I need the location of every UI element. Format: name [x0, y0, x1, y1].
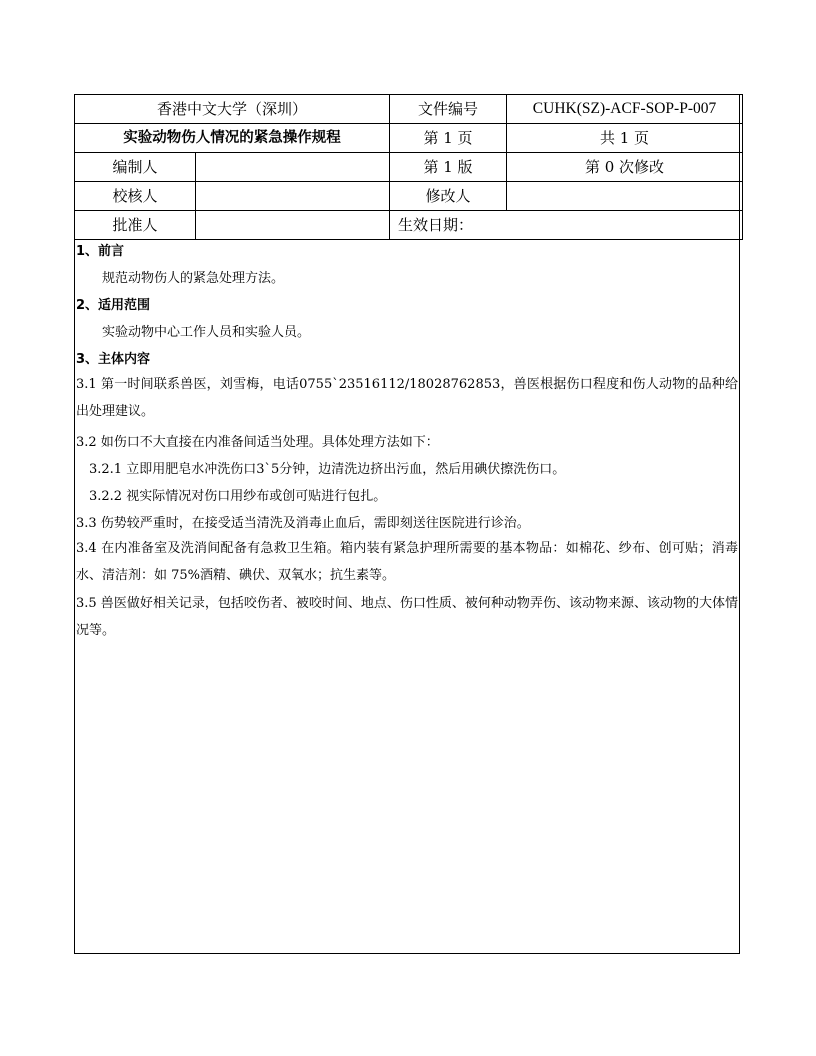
institution-name: 香港中文大学（深圳）: [75, 95, 390, 124]
section-2-text: 实验动物中心工作人员和实验人员。: [102, 325, 311, 340]
total-pages: 共 1 页: [507, 124, 743, 153]
header-row-4: [75, 182, 743, 211]
header-row-1: [75, 95, 743, 124]
modifier-label: 修改人: [390, 182, 507, 211]
paragraph-3-5: 3.5 兽医做好相关记录，包括咬伤者、被咬时间、地点、伤口性质、被何种动物弄伤、该动物来源、该动物的大体情况等。: [76, 596, 738, 638]
editor-value: [196, 153, 390, 182]
revision-label: 第 0 次修改: [507, 153, 743, 182]
header-row-5: [75, 211, 743, 240]
paragraph-3-2: 3.2 如伤口不大直接在内准备间适当处理。具体处理方法如下：: [76, 435, 439, 450]
paragraph-3-4: 3.4 在内准备室及洗消间配备有急救卫生箱。箱内装有紧急护理所需要的基本物品：如棉花、纱布、创可贴；消毒水、清洁剂：如 75%酒精、碘伏、双氧水；抗生素等。: [76, 541, 738, 583]
editor-label: 编制人: [75, 153, 196, 182]
section-2-heading: 2、适用范围: [76, 298, 151, 313]
reviewer-value: [196, 182, 390, 211]
section-3-heading: 3、主体内容: [76, 352, 151, 367]
reviewer-label: 校核人: [75, 182, 196, 211]
paragraph-3-1: 3.1 第一时间联系兽医，刘雪梅，电话0755`23516112/18028762853，兽医根据伤口程度和伤人动物的品种给出处理建议。: [76, 377, 738, 419]
section-1-heading: 1、前言: [76, 244, 125, 259]
paragraph-3-2-2: 3.2.2 视实际情况对伤口用纱布或创可贴进行包扎。: [89, 489, 387, 504]
approver-label: 批准人: [75, 211, 196, 240]
paragraph-3-3: 3.3 伤势较严重时，在接受适当清洗及消毒止血后，需即刻送往医院进行诊治。: [76, 516, 530, 531]
document-title: 实验动物伤人情况的紧急操作规程: [75, 124, 390, 153]
page-number: 第 1 页: [390, 124, 507, 153]
doc-number-label: 文件编号: [390, 95, 507, 124]
header-row-2: [75, 124, 743, 153]
modifier-value: [507, 182, 743, 211]
paragraph-3-2-1: 3.2.1 立即用肥皂水冲洗伤口3`5分钟，边清洗边挤出污血，然后用碘伏擦洗伤口。: [89, 462, 566, 477]
approver-value: [196, 211, 390, 240]
version-label: 第 1 版: [390, 153, 507, 182]
header-table: [74, 94, 743, 240]
effective-date-label: 生效日期：: [390, 211, 743, 240]
section-1-text: 规范动物伤人的紧急处理方法。: [102, 271, 285, 286]
header-row-3: [75, 153, 743, 182]
doc-number: CUHK(SZ)-ACF-SOP-P-007: [507, 95, 743, 124]
